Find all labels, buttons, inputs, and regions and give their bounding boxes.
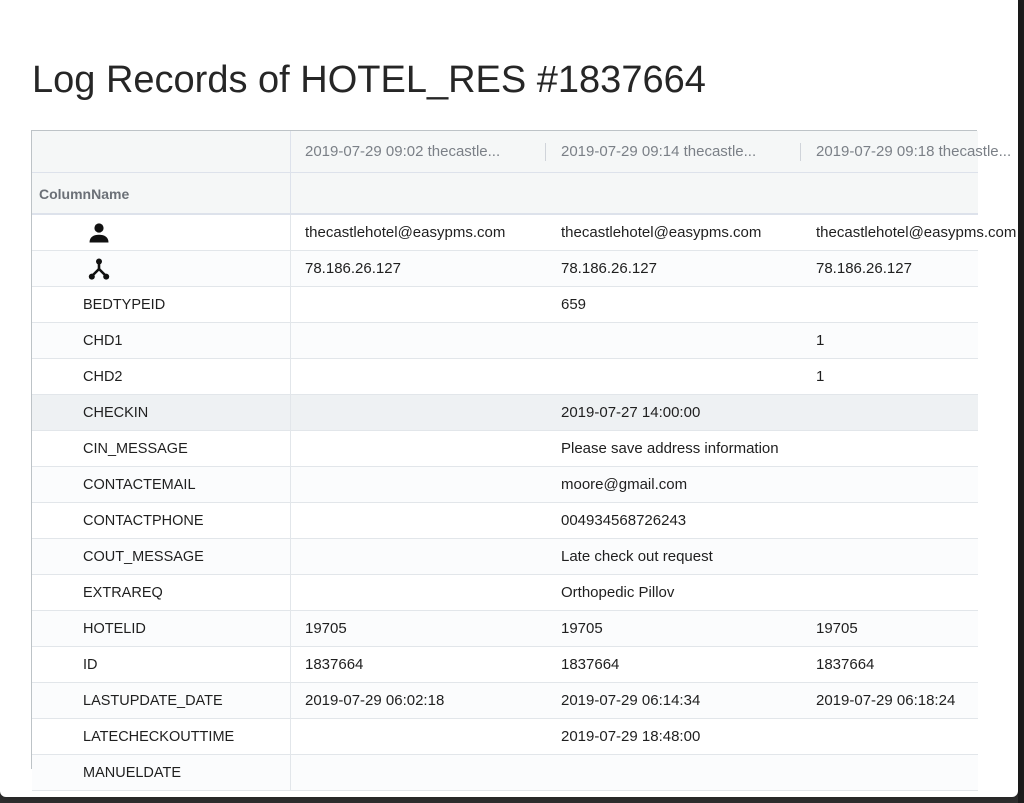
value-cell: [305, 395, 545, 430]
column-name-cell: MANUELDATE: [83, 765, 182, 781]
value-cell: [305, 575, 545, 610]
row-divider: [290, 251, 291, 286]
value-cell: 2019-07-27 14:00:00: [561, 404, 701, 421]
value-cell: [816, 719, 986, 754]
table-row[interactable]: [32, 323, 978, 359]
value-cell: [816, 575, 986, 610]
table-row[interactable]: [32, 503, 978, 539]
column-name-cell: ID: [83, 657, 98, 673]
table-row[interactable]: [32, 755, 978, 791]
value-cell: [305, 719, 545, 754]
table-row[interactable]: [32, 431, 978, 467]
grid-header: [32, 131, 1012, 215]
value-cell: [816, 431, 986, 466]
backdrop-edge: [1018, 0, 1024, 803]
row-divider: [290, 215, 291, 250]
row-divider: [290, 683, 291, 718]
value-cell: 78.186.26.127: [561, 260, 657, 277]
value-cell: Orthopedic Pillov: [561, 584, 675, 601]
row-divider: [290, 323, 291, 358]
row-divider: [290, 503, 291, 538]
value-cell: [561, 359, 801, 394]
column-name-cell: CONTACTEMAIL: [83, 477, 196, 493]
column-separator[interactable]: [800, 143, 801, 161]
value-cell: 1: [816, 332, 825, 349]
value-cell: 78.186.26.127: [816, 260, 912, 277]
value-cell: 659: [561, 296, 587, 313]
value-cell: [816, 395, 986, 430]
column-name-cell: CONTACTPHONE: [83, 513, 204, 529]
row-divider: [290, 575, 291, 610]
value-cell: [816, 467, 986, 502]
value-cell: 1837664: [305, 656, 364, 673]
column-name-cell: EXTRAREQ: [83, 585, 163, 601]
value-cell: moore@gmail.com: [561, 476, 688, 493]
value-cell: 1837664: [816, 656, 875, 673]
table-row[interactable]: [32, 467, 978, 503]
row-divider: [290, 431, 291, 466]
table-row[interactable]: [32, 287, 978, 323]
table-row[interactable]: [32, 251, 978, 287]
value-cell: Please save address information: [561, 440, 779, 457]
column-name-cell: CHD2: [83, 369, 123, 385]
value-cell: [305, 287, 545, 322]
header-divider: [32, 172, 978, 173]
row-divider: [290, 647, 291, 682]
column-name-cell: COUT_MESSAGE: [83, 549, 204, 565]
value-cell: [816, 539, 986, 574]
column-name-cell: BEDTYPEID: [83, 297, 166, 313]
table-row[interactable]: [32, 575, 978, 611]
column-header-date-1[interactable]: 2019-07-29 09:02 thecastle...: [305, 143, 501, 160]
column-name-cell: HOTELID: [83, 621, 146, 637]
row-divider: [290, 359, 291, 394]
column-header-date-2[interactable]: 2019-07-29 09:14 thecastle...: [561, 143, 757, 160]
table-row[interactable]: [32, 719, 978, 755]
value-cell: 19705: [305, 620, 347, 637]
value-cell: [305, 359, 545, 394]
value-cell: [816, 755, 986, 790]
log-records-grid[interactable]: [31, 130, 1017, 781]
value-cell: 2019-07-29 06:18:24: [816, 692, 956, 709]
user-icon: [87, 221, 111, 245]
value-cell: 2019-07-29 06:14:34: [561, 692, 701, 709]
value-cell: [305, 467, 545, 502]
table-row[interactable]: [32, 683, 978, 719]
dialog-title: Log Records of HOTEL_RES #1837664: [32, 59, 706, 101]
column-header-date-3[interactable]: 2019-07-29 09:18 thecastle...: [816, 143, 1012, 160]
value-cell: [305, 539, 545, 574]
column-name-cell: CHECKIN: [83, 405, 149, 421]
value-cell: 2019-07-29 18:48:00: [561, 728, 701, 745]
row-divider: [290, 611, 291, 646]
table-row[interactable]: [32, 359, 978, 395]
value-cell: [816, 503, 986, 538]
column-name-cell: CHD1: [83, 333, 123, 349]
value-cell: [561, 323, 801, 358]
table-row[interactable]: [32, 395, 978, 431]
column-separator[interactable]: [545, 143, 546, 161]
row-divider: [290, 287, 291, 322]
value-cell: thecastlehotel@easypms.com: [305, 224, 506, 241]
column-name-cell: LASTUPDATE_DATE: [83, 693, 223, 709]
table-row[interactable]: [32, 539, 978, 575]
column-name-header[interactable]: ColumnName: [39, 186, 130, 202]
row-divider: [290, 467, 291, 502]
value-cell: 19705: [561, 620, 603, 637]
table-row[interactable]: [32, 215, 1017, 251]
value-cell: 1: [816, 368, 825, 385]
value-cell: 004934568726243: [561, 512, 687, 529]
value-cell: thecastlehotel@easypms.com: [816, 224, 1017, 241]
row-divider: [290, 395, 291, 430]
value-cell: 19705: [816, 620, 858, 637]
value-cell: [561, 755, 801, 790]
value-cell: [305, 503, 545, 538]
row-divider: [290, 719, 291, 754]
row-divider: [290, 755, 291, 790]
value-cell: 2019-07-29 06:02:18: [305, 692, 445, 709]
table-row[interactable]: [32, 647, 978, 683]
row-divider: [290, 539, 291, 574]
value-cell: [816, 287, 986, 322]
value-cell: [305, 323, 545, 358]
table-row[interactable]: [32, 611, 978, 647]
value-cell: [305, 431, 545, 466]
value-cell: [305, 755, 545, 790]
column-name-cell: CIN_MESSAGE: [83, 441, 188, 457]
value-cell: thecastlehotel@easypms.com: [561, 224, 762, 241]
value-cell: 1837664: [561, 656, 620, 673]
value-cell: Late check out request: [561, 548, 713, 565]
value-cell: 78.186.26.127: [305, 260, 401, 277]
network-icon: [87, 257, 111, 281]
header-pinned-divider: [290, 131, 291, 215]
column-name-cell: LATECHECKOUTTIME: [83, 729, 235, 745]
